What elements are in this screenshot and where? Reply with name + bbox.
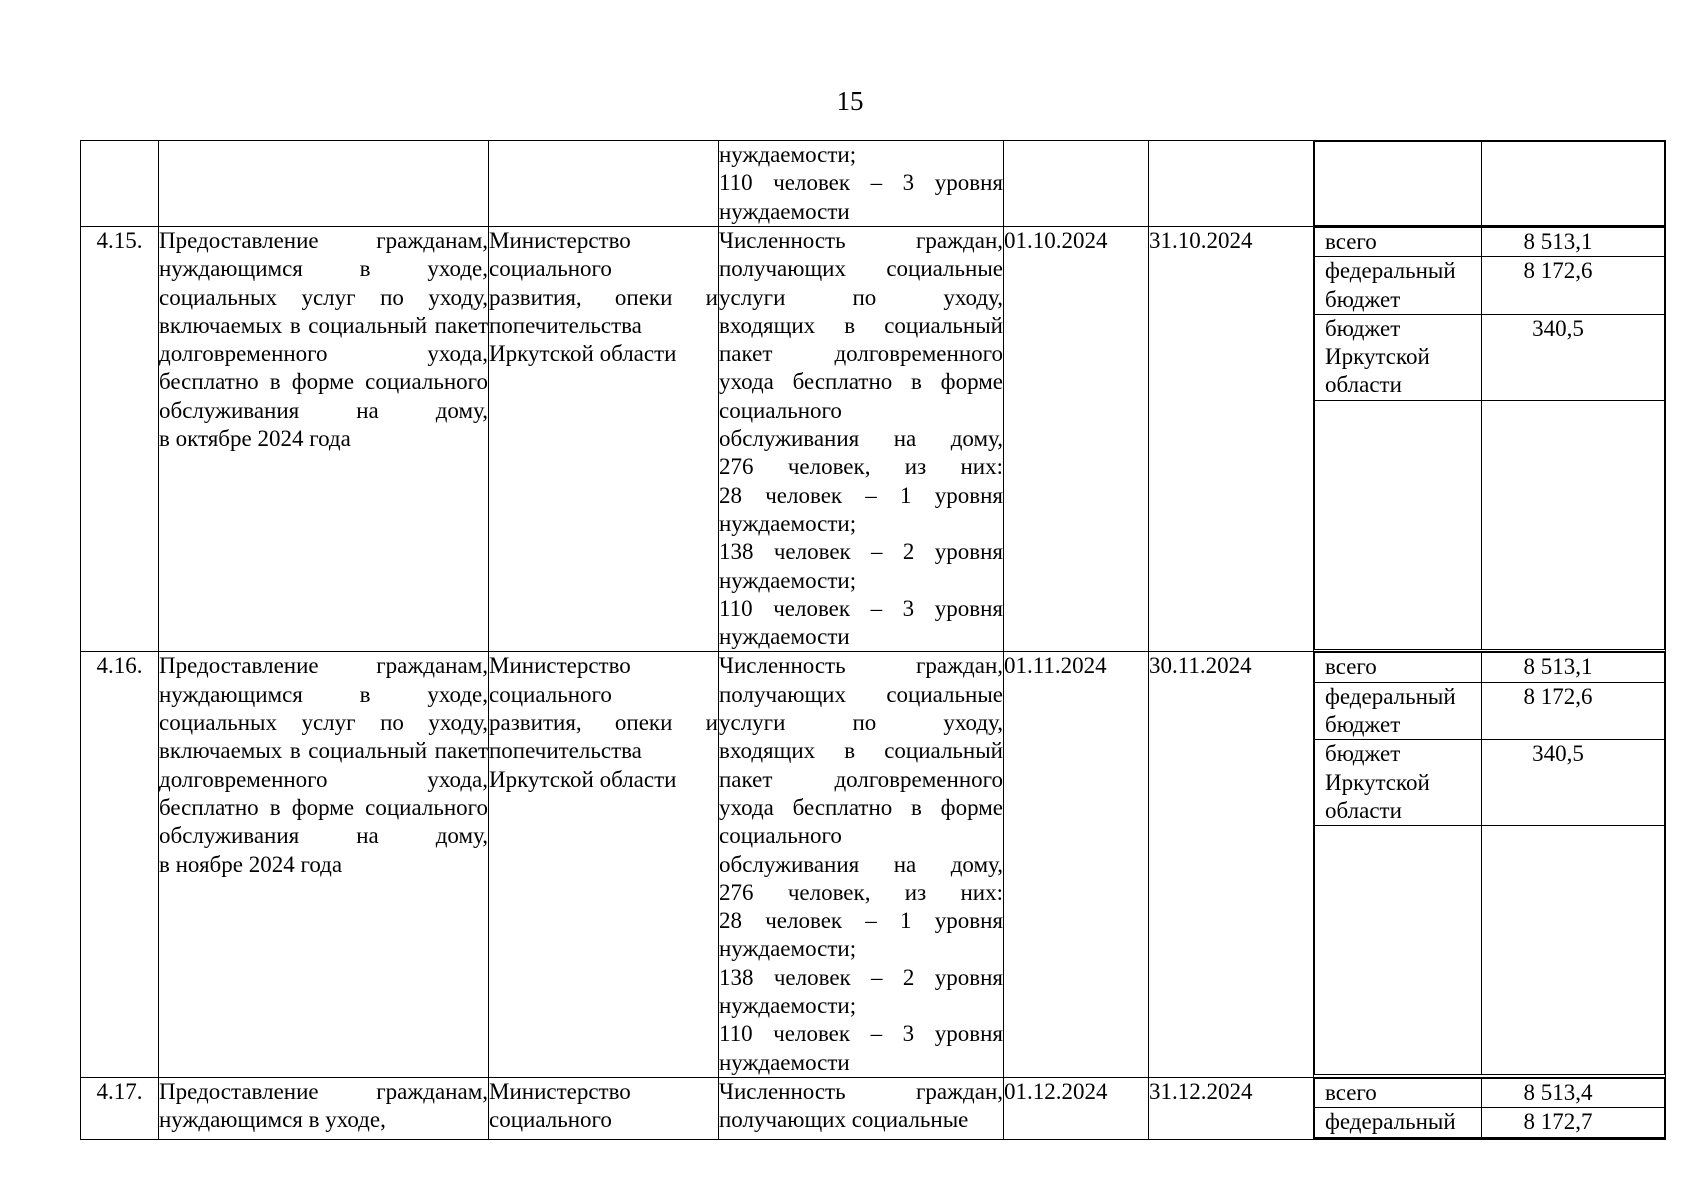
executor-cell <box>489 652 719 1077</box>
finance-cell <box>1314 141 1666 227</box>
finance-amount: 8 513,1 <box>1482 653 1665 682</box>
indicator-line: 276 человек, из них: <box>719 454 1003 480</box>
num-cell <box>81 141 159 227</box>
event-line: обслуживания на дому, <box>159 397 488 423</box>
event-line: включаемых в социальный пакет <box>159 738 488 764</box>
indicator-line: нуждаемости; <box>719 510 857 536</box>
indicator-line: 110 человек – 3 уровня <box>719 170 1003 196</box>
event-line: нуждающимся в уходе, <box>159 681 488 707</box>
indicator-line: 276 человек, из них: <box>719 879 1003 905</box>
start-date-cell: 01.10.2024 <box>1004 227 1149 652</box>
executor-line: Министерство <box>489 1078 631 1104</box>
event-line: социальных услуг по уходу, <box>159 284 488 310</box>
executor-line: социального <box>489 681 612 707</box>
finance-amount: 8 513,4 <box>1482 1078 1665 1107</box>
executor-line: социального <box>489 256 612 282</box>
indicator-line: 28 человек – 1 уровня <box>719 482 1003 508</box>
executor-line: Иркутской области <box>489 766 677 792</box>
event-cell <box>159 141 489 227</box>
indicator-line: входящих в социальный <box>719 738 1003 764</box>
executor-cell <box>489 227 719 652</box>
start-date-cell <box>1004 141 1149 227</box>
table-row <box>81 652 1666 1077</box>
finance-row <box>1315 257 1665 315</box>
finance-source: всего <box>1315 1078 1482 1107</box>
indicator-line: нуждаемости; <box>719 567 857 593</box>
finance-amount: 8 172,7 <box>1482 1108 1665 1137</box>
indicator-line: 138 человек – 2 уровня <box>719 539 1003 565</box>
num-cell: 4.15. <box>81 227 159 652</box>
executor-line: попечительства <box>489 312 642 338</box>
finance-source: бюджет Иркутской области <box>1315 314 1482 400</box>
event-cell <box>159 652 489 1077</box>
executor-cell <box>489 141 719 227</box>
finance-row <box>1315 740 1665 826</box>
event-line: бесплатно в форме социального <box>159 369 488 395</box>
finance-amount: 8 513,1 <box>1482 228 1665 257</box>
executor-line: социального <box>489 1107 612 1133</box>
continuation-row <box>81 141 1666 227</box>
indicator-line: Численность граждан, <box>719 228 1003 253</box>
event-line: Предоставление гражданам, <box>159 228 488 253</box>
event-line: бесплатно в форме социального <box>159 794 488 820</box>
measures-table <box>80 140 1666 1140</box>
indicator-line: Численность граждан, <box>719 1078 1003 1104</box>
indicator-line: получающих социальные <box>719 681 1003 707</box>
indicator-line: нуждаемости <box>719 1049 850 1075</box>
indicator-line: нуждаемости; <box>719 993 857 1019</box>
event-line: социальных услуг по уходу, <box>159 710 488 736</box>
end-date-cell <box>1149 141 1314 227</box>
finance-cell <box>1314 227 1666 652</box>
indicator-line: 28 человек – 1 уровня <box>719 908 1003 934</box>
end-date-cell: 31.10.2024 <box>1149 227 1314 652</box>
indicator-line: Численность граждан, <box>719 653 1003 679</box>
indicator-line: пакет долговременного <box>719 766 1003 792</box>
indicator-cell <box>719 1077 1004 1139</box>
end-date-cell: 30.11.2024 <box>1149 652 1314 1077</box>
indicator-line: услуги по уходу, <box>719 710 1003 736</box>
indicator-line: социального <box>719 397 842 423</box>
indicator-line: нуждаемости <box>719 624 850 650</box>
indicator-cell <box>719 652 1004 1077</box>
indicator-line: обслуживания на дому, <box>719 851 1003 877</box>
event-line: Предоставление гражданам, <box>159 653 488 679</box>
finance-row <box>1315 1078 1665 1107</box>
indicator-cell <box>719 141 1004 227</box>
indicator-line: ухода бесплатно в форме <box>719 794 1003 820</box>
event-line: нуждающимся в уходе, <box>159 1107 386 1133</box>
finance-amount: 8 172,6 <box>1482 257 1665 315</box>
finance-source: федеральный <box>1315 1108 1482 1137</box>
finance-row <box>1315 1108 1665 1137</box>
executor-line: попечительства <box>489 738 642 764</box>
table-row <box>81 1077 1666 1139</box>
finance-source: всего <box>1315 653 1482 682</box>
event-line: долговременного ухода, <box>159 766 488 792</box>
start-date-cell: 01.11.2024 <box>1004 652 1149 1077</box>
executor-line: развития, опеки и <box>489 710 718 736</box>
indicator-line: 138 человек – 2 уровня <box>719 964 1003 990</box>
finance-row <box>1315 653 1665 682</box>
table-row <box>81 227 1666 652</box>
event-line: Предоставление гражданам, <box>159 1078 488 1104</box>
indicator-line: получающих социальные <box>719 256 1003 282</box>
finance-cell <box>1314 652 1666 1077</box>
finance-source: бюджет Иркутской области <box>1315 740 1482 826</box>
finance-source: федеральный бюджет <box>1315 682 1482 740</box>
finance-source: федеральный бюджет <box>1315 257 1482 315</box>
indicator-line: 110 человек – 3 уровня <box>719 1021 1003 1047</box>
executor-line: развития, опеки и <box>489 284 718 310</box>
indicator-line: нуждаемости; <box>719 936 857 962</box>
indicator-line: пакет долговременного <box>719 341 1003 367</box>
indicator-line: социального <box>719 823 842 849</box>
finance-row <box>1315 314 1665 400</box>
page-number: 15 <box>836 86 864 116</box>
indicator-line: нуждаемости <box>719 198 850 224</box>
executor-line: Министерство <box>489 653 631 679</box>
event-cell <box>159 227 489 652</box>
end-date-cell: 31.12.2024 <box>1149 1077 1314 1139</box>
indicator-line: нуждаемости; <box>719 142 857 167</box>
event-line: включаемых в социальный пакет <box>159 312 488 338</box>
event-line: обслуживания на дому, <box>159 823 488 849</box>
event-line: долговременного ухода, <box>159 341 488 367</box>
executor-line: Министерство <box>489 228 631 253</box>
finance-amount: 340,5 <box>1482 740 1665 826</box>
event-line: в ноябре 2024 года <box>159 851 343 877</box>
event-line: нуждающимся в уходе, <box>159 256 488 282</box>
indicator-line: 110 человек – 3 уровня <box>719 595 1003 621</box>
finance-cell <box>1314 1077 1666 1139</box>
indicator-line: ухода бесплатно в форме <box>719 369 1003 395</box>
finance-amount: 8 172,6 <box>1482 682 1665 740</box>
event-cell <box>159 1077 489 1139</box>
indicator-cell <box>719 227 1004 652</box>
finance-row <box>1315 228 1665 257</box>
finance-source: всего <box>1315 228 1482 257</box>
executor-cell <box>489 1077 719 1139</box>
indicator-line: обслуживания на дому, <box>719 426 1003 452</box>
num-cell: 4.17. <box>81 1077 159 1139</box>
finance-amount: 340,5 <box>1482 314 1665 400</box>
indicator-line: входящих в социальный <box>719 312 1003 338</box>
executor-line: Иркутской области <box>489 341 677 367</box>
start-date-cell: 01.12.2024 <box>1004 1077 1149 1139</box>
indicator-line: услуги по уходу, <box>719 284 1003 310</box>
num-cell: 4.16. <box>81 652 159 1077</box>
event-line: в октябре 2024 года <box>159 426 351 452</box>
finance-row <box>1315 682 1665 740</box>
indicator-line: получающих социальные <box>719 1107 969 1133</box>
